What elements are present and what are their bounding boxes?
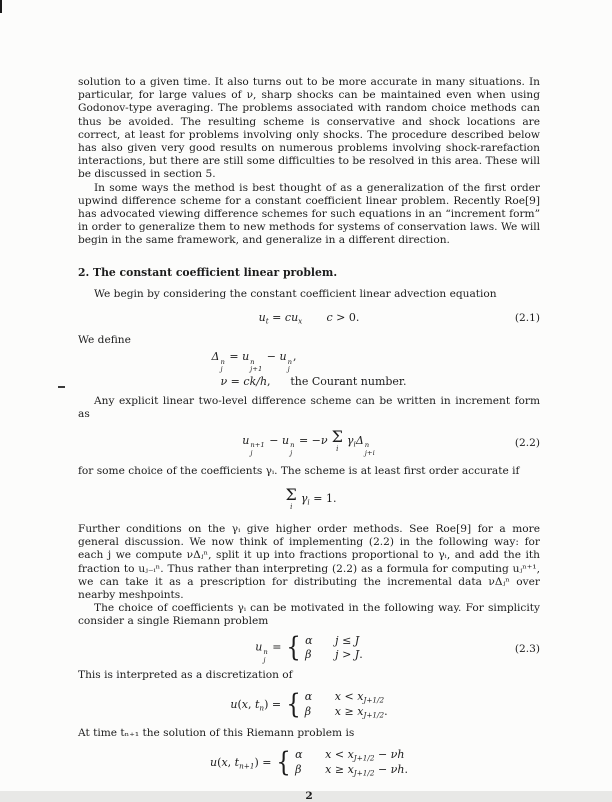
math-token: x [347, 763, 354, 777]
math-token: x [325, 747, 332, 761]
math-token: α [305, 633, 313, 647]
math-token: cu [284, 310, 299, 324]
math-token: ( [217, 755, 222, 769]
math-token: − [265, 433, 282, 447]
paragraph-at-time: At time tₙ₊₁ the solution of this Riemann problem is [78, 726, 355, 739]
math-token: u [281, 433, 290, 447]
math-token: J+1/2 [353, 753, 375, 763]
math-token [305, 690, 388, 705]
math-token: j [335, 647, 339, 661]
math-token: J+1/2 [353, 768, 375, 778]
math-token [325, 763, 408, 778]
math-token: ≥ [331, 763, 348, 777]
math-token [275, 748, 408, 778]
section-heading: 2. The constant coefficient linear problem. [78, 265, 338, 279]
math-token: u [279, 350, 287, 364]
paragraph-any-explicit: Any explicit linear two-level difference scheme can be written in increment form as [78, 395, 540, 421]
paragraph-this-is-interpreted: This is interpreted as a discretization of [78, 669, 293, 682]
math-token: c [326, 310, 333, 324]
definitions-block [78, 349, 540, 390]
math-token: α [304, 689, 313, 703]
math-token: β [304, 705, 312, 719]
math-token [250, 359, 262, 375]
definition-lines [212, 349, 407, 390]
math-token [285, 690, 388, 720]
math-token: t [265, 316, 269, 326]
math-token: = − [295, 433, 321, 447]
math-token: n [364, 441, 370, 450]
math-token [295, 748, 408, 763]
math-token: , [248, 697, 255, 711]
math-token: J [354, 633, 360, 647]
math-token: α [295, 747, 303, 761]
math-token: u [255, 640, 263, 654]
math-token: the Courant number. [290, 375, 407, 389]
equation-u-tn [78, 690, 540, 720]
paragraph-for-some-choice: for some choice of the coefficients γᵢ. The scheme is at least first order accurate if [78, 464, 520, 477]
math-token: ( [237, 697, 242, 711]
equation-u-tn1 [78, 748, 540, 778]
math-token: Δ [355, 433, 364, 447]
math-token: , [227, 755, 235, 769]
equation-sum-constraint-math [282, 487, 337, 511]
math-token [305, 705, 388, 720]
math-token: i [290, 503, 293, 512]
math-token: . [359, 647, 363, 661]
equation-2-1-number: (2.1) [514, 311, 540, 324]
math-token [305, 648, 363, 661]
math-token [335, 690, 384, 705]
math-token [295, 748, 325, 761]
math-token: Δ [211, 350, 220, 364]
math-token [295, 748, 408, 778]
math-token [365, 442, 375, 458]
math-token: J+1/2 [363, 710, 385, 720]
math-token: i [336, 444, 339, 453]
math-token: j+1 [250, 365, 263, 374]
math-token: n [220, 357, 225, 366]
equation-2-3 [78, 631, 540, 665]
math-token [220, 359, 224, 375]
math-token: x [334, 689, 342, 703]
math-token: = [268, 640, 285, 654]
equation-2-1-math [259, 311, 360, 326]
paragraph-method-generalization: In some ways the method is best thought of as a generalization of the first order upwind difference scheme for a constant coefficient linear problem. Recently Roe[9] has advocated viewing difference schemes for such equations in an “increment form” in order to generalize them to new methods for systems of conservation laws. We will begin in the same framework, and generalize in a different direction. [78, 181, 540, 247]
math-token: = 1. [309, 492, 337, 506]
math-token [288, 359, 292, 375]
math-token: x [347, 747, 354, 761]
math-token: − [374, 747, 391, 761]
math-token: > [338, 647, 355, 661]
math-token: n+1 [250, 441, 265, 450]
equation-2-1 [78, 310, 540, 326]
math-token: u [258, 310, 266, 324]
math-token: ck/h [243, 375, 268, 389]
equation-sum-constraint [78, 487, 540, 511]
math-token: γ [300, 492, 308, 506]
math-token [335, 648, 363, 661]
math-token: { [286, 631, 301, 663]
definition-delta [212, 349, 407, 374]
math-token: , [293, 350, 297, 364]
math-token: ν [320, 433, 328, 447]
equation-u-tn-math [230, 690, 387, 720]
math-token: γ [346, 433, 354, 447]
math-token [305, 634, 363, 647]
math-token: u [230, 697, 238, 711]
equation-2-2-math [242, 426, 376, 458]
math-token: < [331, 747, 348, 761]
math-token: n [290, 441, 295, 450]
math-token: , [267, 375, 271, 389]
paragraph-we-begin: We begin by considering the constant coefficient linear advection equation [94, 287, 497, 300]
scan-edge-artifact [0, 0, 2, 13]
math-token: νh [390, 763, 405, 777]
definition-courant [221, 374, 407, 390]
math-token: ≤ [338, 633, 355, 647]
math-token [305, 634, 335, 647]
math-token: ) = [264, 697, 285, 711]
math-token: x [357, 689, 364, 703]
paragraph-we-define: We define [78, 333, 131, 346]
math-token: j [290, 449, 293, 457]
math-token: n [263, 647, 268, 656]
math-token: Σ [331, 426, 343, 446]
math-token: i [307, 497, 310, 507]
math-token: x [221, 755, 228, 769]
math-token: ) = [254, 755, 275, 769]
math-token: ν [220, 375, 228, 389]
math-token: = [225, 350, 243, 364]
math-token: j [263, 655, 266, 664]
paragraph-intro-continued: solution to a given time. It also turns out to be more accurate in many situations. In particular, for large values of ν, sharp shocks can be maintained even when using Godonov-type averaging. The problems associated with random choice methods can thus be avoided. The resulting scheme is conservative and shock locations are correct, at least for problems involving only shocks. The procedure described below has also given very good results on numerous problems involving shock-rarefaction interactions, but there are still some difficulties to be resolved in this area. These will be discussed in section 5. [78, 76, 540, 181]
math-token [305, 648, 335, 661]
math-token [295, 763, 325, 776]
math-token [305, 690, 388, 720]
math-token: j [335, 633, 339, 647]
math-token [305, 705, 335, 718]
paragraph-further-conditions: Further conditions on the γᵢ give higher order methods. See Roe[9] for a more general discussion. We now think of implementing (2.2) in the following way: for each j we compute νΔⱼⁿ, split it up into fractions proportional to γᵢ, and add the ith fraction to uⱼ₋ᵢⁿ. Thus rather than interpreting (2.2) as a formula for computing uⱼⁿ⁺¹, we can take it as a prescription for distributing the incremental data νΔⱼⁿ over nearby meshpoints. [78, 523, 540, 602]
math-token [305, 634, 363, 661]
page-number: 2 [305, 789, 313, 802]
math-token: = [227, 375, 244, 389]
math-token [285, 631, 363, 663]
math-token: j+i [364, 449, 375, 457]
math-token: u [242, 433, 250, 447]
math-token: j [220, 365, 223, 374]
equation-u-tn1-math [210, 748, 408, 778]
math-token: x [241, 697, 248, 711]
equation-2-2-number: (2.2) [514, 437, 540, 450]
math-token: . [404, 763, 408, 777]
margin-dash-artifact [58, 386, 65, 388]
math-token: J [354, 647, 360, 661]
math-token [335, 634, 359, 647]
math-token: Σ [285, 485, 297, 505]
math-token: − [263, 350, 280, 364]
math-token: x [357, 705, 364, 719]
math-token: u [242, 350, 250, 364]
math-token: j [287, 365, 290, 374]
math-token: n [250, 357, 255, 366]
math-token: νh [390, 747, 405, 761]
math-token: x [325, 763, 332, 777]
math-token: n+1 [239, 761, 255, 771]
math-token: { [285, 689, 301, 721]
math-token: x [298, 316, 303, 326]
equation-2-3-math [255, 631, 363, 665]
math-token: j [250, 449, 253, 457]
math-token: n [259, 703, 265, 713]
math-token: β [295, 763, 302, 777]
math-token: = [268, 310, 285, 324]
math-token: J+1/2 [363, 695, 385, 705]
math-token: − [374, 763, 391, 777]
math-token [286, 487, 297, 511]
math-token: . [384, 705, 388, 719]
math-token [250, 442, 264, 458]
paragraph-choice-of-coefficients: The choice of coefficients γᵢ can be motivated in the following way. For simplicity consider a single Riemann problem [78, 602, 540, 628]
math-token [325, 748, 404, 763]
math-token: { [276, 747, 291, 779]
math-token: > 0. [332, 310, 360, 324]
math-token: t [234, 755, 240, 769]
math-token: t [255, 697, 260, 711]
math-token: β [305, 647, 312, 661]
math-token: i [353, 439, 356, 449]
math-token [335, 705, 388, 720]
math-token: < [341, 689, 358, 703]
math-token [305, 690, 335, 703]
math-token [290, 442, 294, 458]
math-token [331, 426, 343, 453]
math-token [295, 763, 408, 778]
math-token [263, 649, 267, 665]
math-token: x [334, 705, 342, 719]
equation-2-2 [78, 426, 540, 458]
equation-2-3-number: (2.3) [514, 643, 540, 655]
math-token: n [287, 357, 293, 366]
math-token: ≥ [341, 705, 358, 719]
math-token: u [210, 755, 218, 769]
